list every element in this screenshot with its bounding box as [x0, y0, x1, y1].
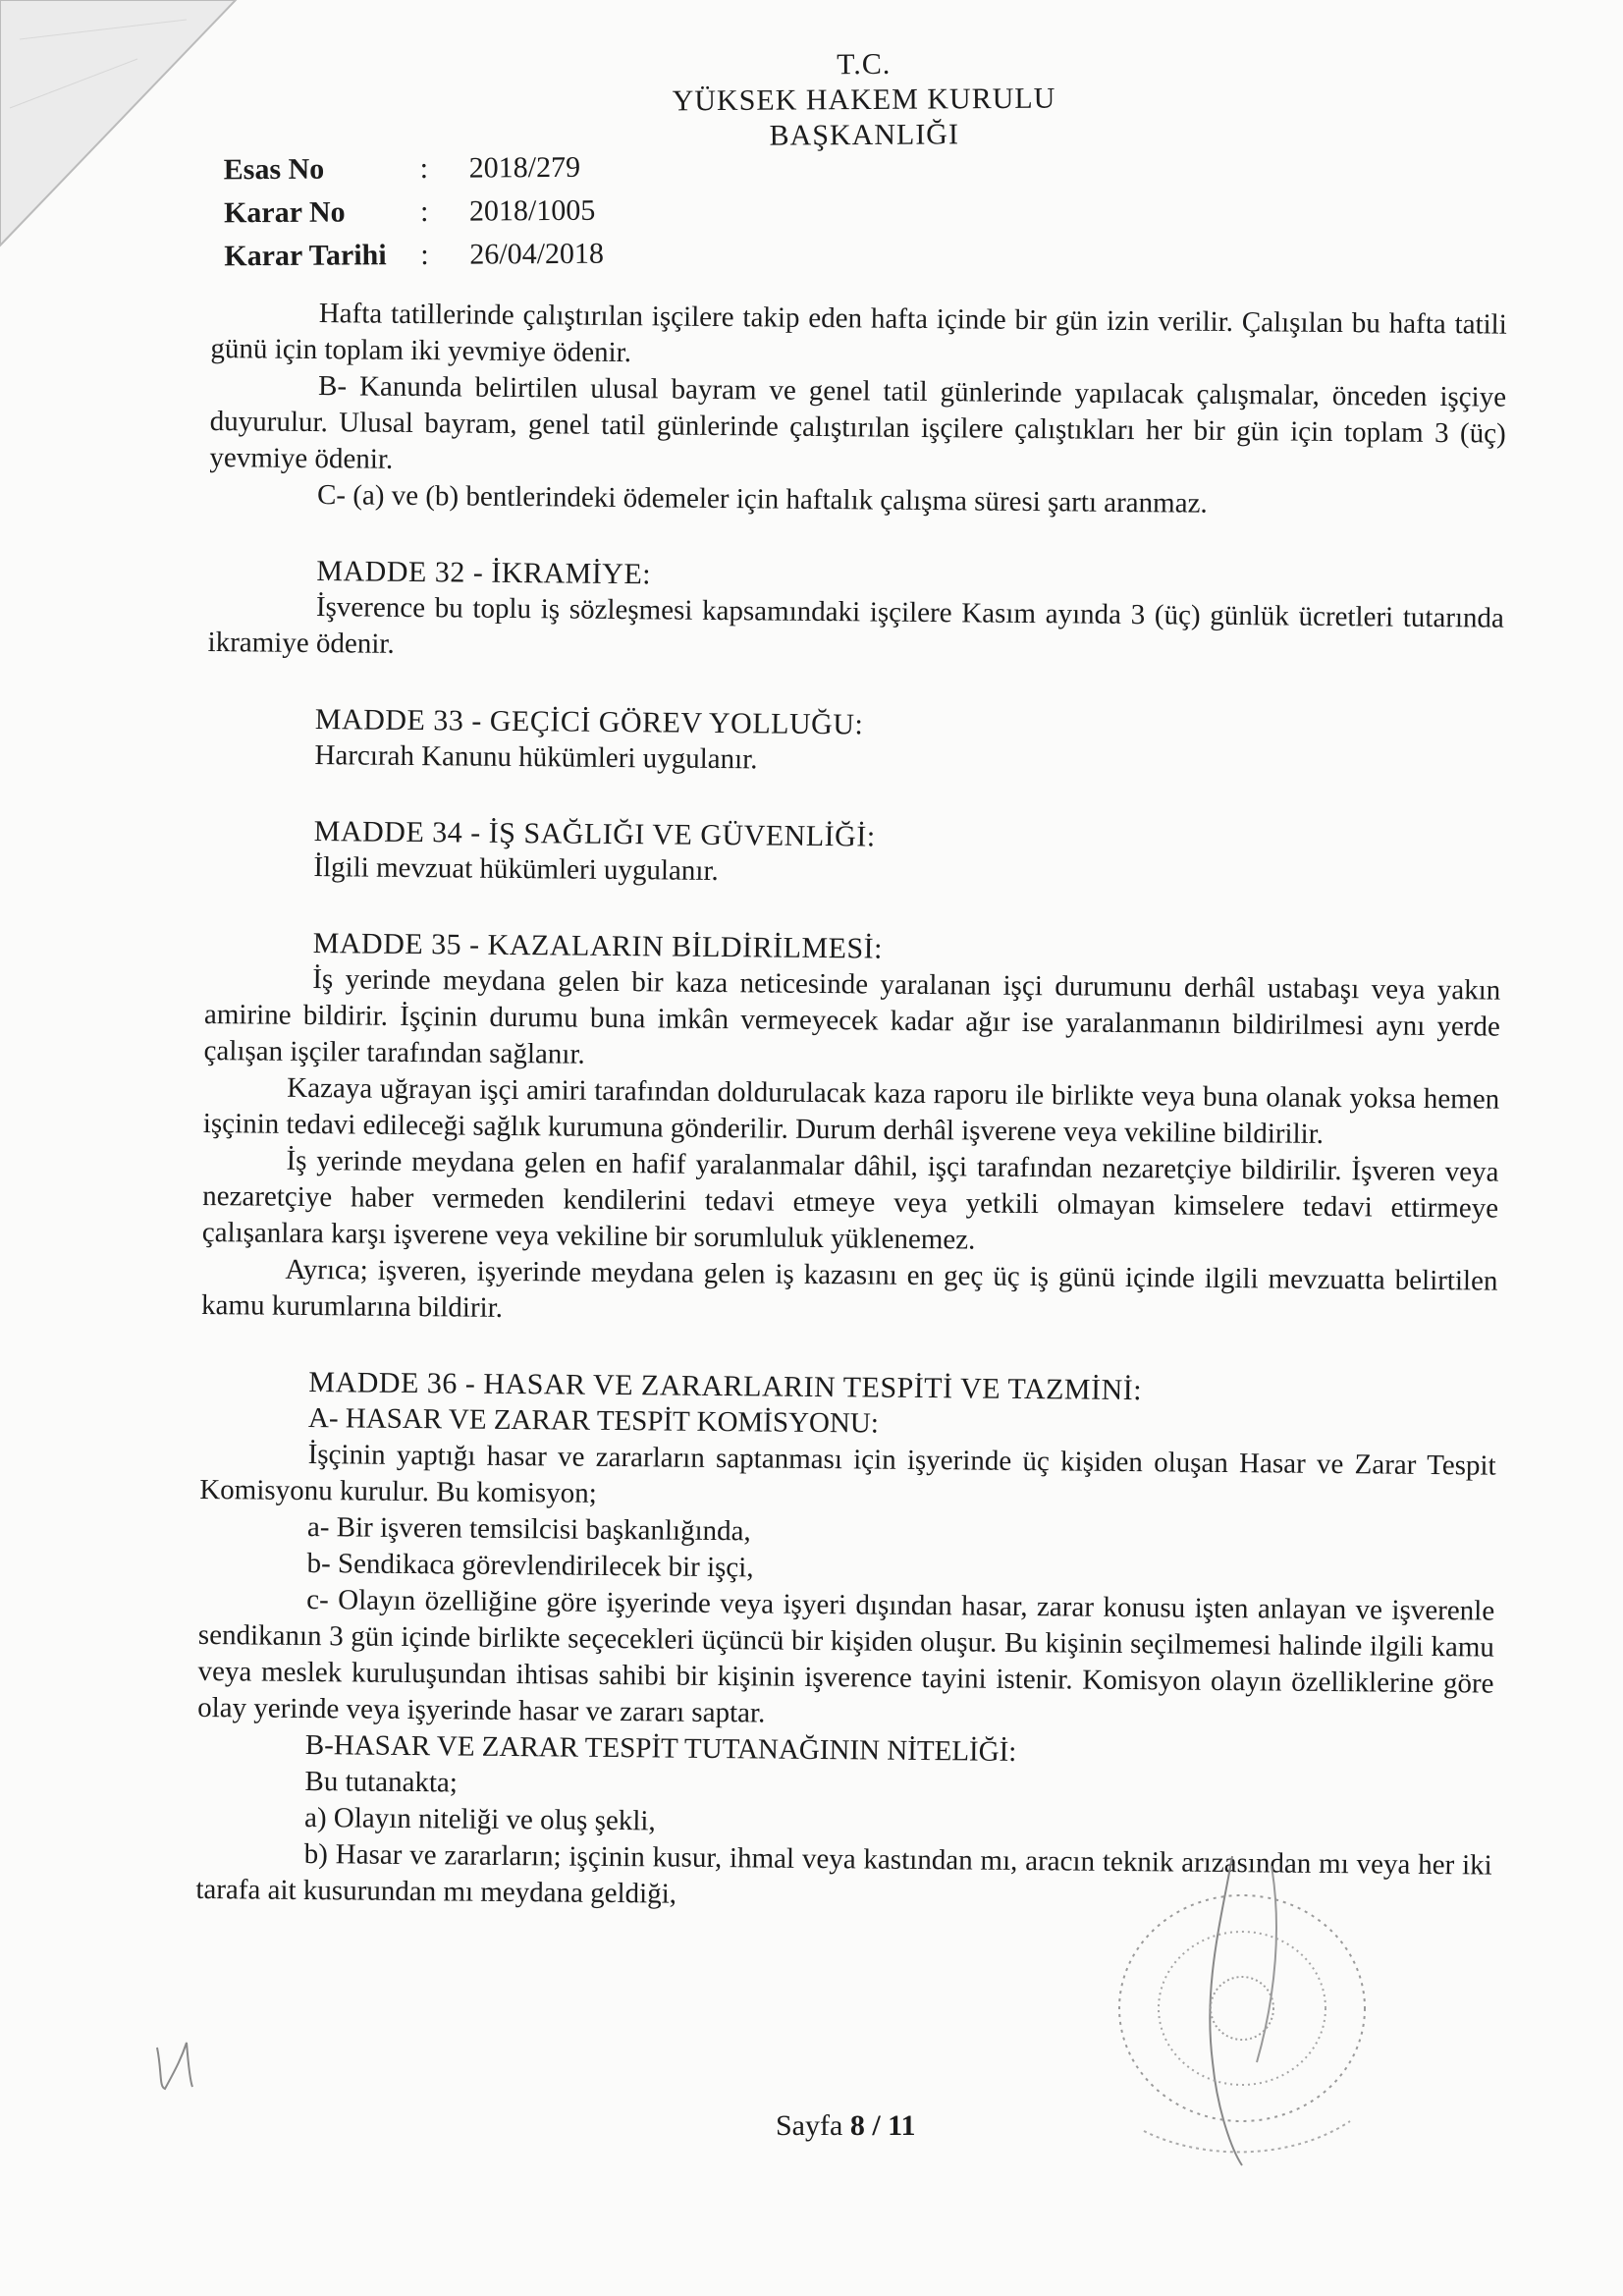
paragraph: Bu tutanakta; — [304, 1765, 459, 1799]
header-line-3: BAŞKANLIĞI — [769, 118, 960, 152]
meta-label: Karar Tarihi — [224, 239, 387, 273]
paragraph: B- Kanunda belirtilen ulusal bayram ve genel tatil günlerinde yapılacak çalışmalar, önceden işçiye duyurulur. Ulusal bayram, genel tatil günlerinde çalıştırılan işçilere çalıştıkları her bir gün için toplam 3 (üç) yevmiye ödenir. — [209, 370, 1507, 475]
meta-separator: : — [420, 238, 429, 271]
institution-header — [628, 45, 1101, 154]
paragraph: Kazaya uğrayan işçi amiri tarafından doldurulacak kaza raporu ile birlikte veya buna olanak yoksa hemen işçinin tedavi edileceği sağlık kurumuna gönderilir. Durum derhâl işverene veya vekiline bildirilir. — [202, 1071, 1500, 1150]
meta-row-esas — [224, 146, 604, 192]
case-meta — [224, 146, 605, 279]
meta-value: 2018/279 — [468, 150, 581, 185]
article-heading-32: MADDE 32 - İKRAMİYE: — [316, 555, 652, 591]
paragraph: İşverence bu toplu iş sözleşmesi kapsamındaki işçilere Kasım ayında 3 (üç) günlük ücretleri tutarında ikramiye ödenir. — [207, 591, 1505, 660]
list-item: a- Bir işveren temsilcisi başkanlığında, — [306, 1510, 751, 1548]
meta-separator: : — [419, 194, 429, 228]
meta-label: Esas No — [223, 152, 325, 187]
scan-corner-fold — [0, 0, 255, 255]
sub-heading: B-HASAR VE ZARAR TESPİT TUTANAĞININ NİTELİĞİ: — [304, 1728, 1017, 1768]
meta-row-karar — [224, 190, 604, 236]
header-line-2: YÜKSEK HAKEM KURULU — [672, 82, 1056, 118]
paragraph: Ayrıca; işveren, işyerinde meydana gelen iş kazasını en geç üç iş günü içinde ilgili mevzuatta belirtilen kamu kurumlarına bildirir. — [200, 1253, 1498, 1324]
paragraph: İş yerinde meydana gelen en hafif yaralanmalar dâhil, işçi tarafından nezaretçiye bildirilir. İşveren veya nezaretçiye haber vermeden kendilerini tedavi etmeye veya yetkili olmayan kimselere tedavi ettirmeye çalışanlara karşı işverene veya vekiline bir sorumluluk yüklenemez. — [201, 1144, 1499, 1256]
article-heading-34: MADDE 34 - İŞ SAĞLIĞI VE GÜVENLİĞİ: — [313, 815, 876, 853]
paragraph: Harcırah Kanunu hükümleri uygulanır. — [314, 739, 758, 776]
page-footer — [776, 2109, 916, 2143]
meta-value: 26/04/2018 — [469, 237, 605, 271]
list-item: a) Olayın niteliği ve oluş şekli, — [303, 1801, 656, 1837]
paragraph: Hafta tatillerinde çalıştırılan işçilere takip eden hafta içinde bir gün izin verilir. Çalışılan bu hafta tatili günü için toplam iki yevmiye ödenir. — [210, 298, 1507, 369]
meta-value: 2018/1005 — [468, 193, 596, 228]
meta-separator: : — [419, 151, 429, 185]
meta-label: Karar No — [223, 195, 346, 230]
meta-row-tarih — [224, 233, 604, 279]
list-item: c- Olayın özelliğine göre işyerinde veya işyeri dışından hasar, zarar konusu işten anlayan ve işverenle sendikanın 3 gün içinde birlikte seçecekleri üçüncü bir kişiden oluşur. Bu kişinin seçilmemesi halinde ilgili kamu veya meslek kuruluşundan ihtisas sahibi bir kişinin işverence tayini istenir. Komisyon olayın özelliklerine göre olay yerinde veya işyerinde hasar ve zararı saptar. — [197, 1583, 1495, 1729]
header-line-1: T.C. — [837, 47, 892, 82]
document-body — [195, 295, 1507, 1921]
article-heading-36: MADDE 36 - HASAR VE ZARARLARIN TESPİTİ VE TAZMİNİ: — [308, 1366, 1143, 1407]
paragraph: C- (a) ve (b) bentlerindeki ödemeler için haftalık çalışma süresi şartı aranmaz. — [316, 479, 1208, 519]
paragraph: İş yerinde meydana gelen bir kaza neticesinde yaralanan işçi durumunu derhâl ustabaşı veya yakın amirine bildirir. İşçinin durumu buna imkân vermeyecek kadar ağır ise yaralanmanın bildirilmesi aynı yerde çalışan işçiler tarafından sağlanır. — [203, 963, 1501, 1070]
paragraph: İşçinin yaptığı hasar ve zararların saptanması için işyerinde üç kişiden oluşan Hasar ve Zarar Tespit Komisyonu kurulur. Bu komisyon; — [199, 1439, 1496, 1509]
sub-heading: A- HASAR VE ZARAR TESPİT KOMİSYONU: — [307, 1402, 880, 1440]
page-prefix: Sayfa — [776, 2109, 850, 2142]
list-item: b) Hasar ve zararların; işçinin kusur, ihmal veya kastından mı, aracın teknik arızasından mı veya her iki tarafa ait kusurundan mı meydana geldiği, — [195, 1837, 1492, 1910]
article-heading-33: MADDE 33 - GEÇİCİ GÖREV YOLLUĞU: — [314, 703, 864, 741]
handwritten-mark — [147, 2028, 206, 2097]
paragraph: İlgili mevzuat hükümleri uygulanır. — [313, 851, 719, 887]
page-number: 8 / 11 — [849, 2109, 916, 2142]
official-seal-stamp — [1085, 1836, 1389, 2170]
list-item: b- Sendikaca görevlendirilecek bir işçi, — [306, 1547, 754, 1584]
article-heading-35: MADDE 35 - KAZALARIN BİLDİRİLMESİ: — [312, 927, 884, 965]
